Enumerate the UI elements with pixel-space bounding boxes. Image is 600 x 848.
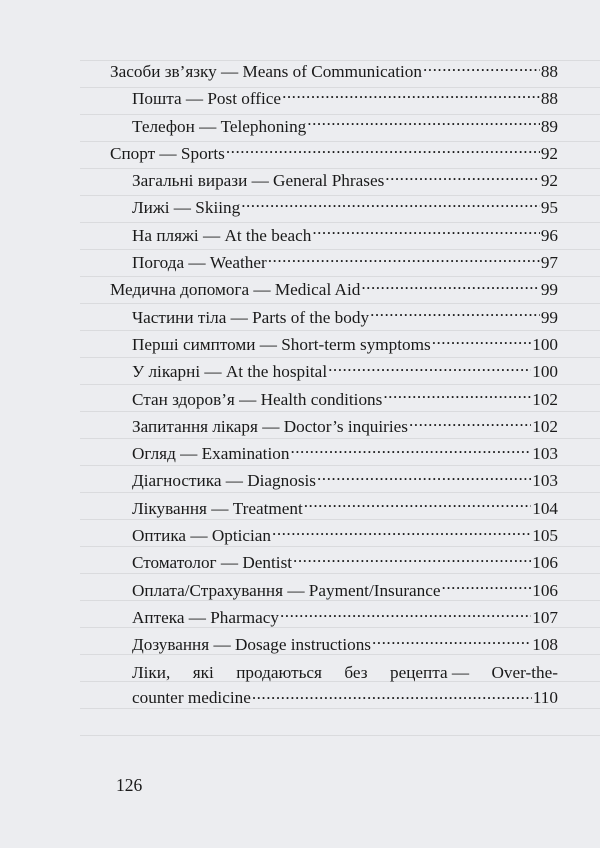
- dot-leader: [290, 442, 531, 459]
- toc-entry-title: Оптика — Optician: [132, 526, 272, 546]
- dot-leader: [432, 333, 532, 350]
- toc-subsection-entry: [110, 522, 558, 549]
- toc-entry-page: 100: [532, 362, 558, 382]
- dot-leader: [241, 196, 540, 213]
- dot-leader: [442, 578, 532, 595]
- toc-subsection-entry: [110, 85, 558, 112]
- toc-entry-page: 100: [532, 334, 558, 354]
- toc-entry-title: Огляд — Examination: [132, 444, 290, 464]
- toc-section-entry: [110, 276, 558, 303]
- toc-entry-page: 96: [540, 225, 558, 245]
- toc-entry-title: Стан здоров’я — Health conditions: [132, 389, 383, 409]
- toc-subsection-entry: [110, 113, 558, 140]
- toc-entry-title: Лікування — Treatment: [132, 498, 303, 518]
- toc-subsection-entry: [110, 331, 558, 358]
- dot-leader: [293, 551, 531, 568]
- toc-entry-page: 107: [532, 607, 558, 627]
- toc-entry-title: Погода — Weather: [132, 253, 267, 273]
- dot-leader: [307, 114, 540, 131]
- toc-entry-page: 99: [540, 280, 558, 300]
- toc-subsection-entry: [110, 604, 558, 631]
- toc-entry-title: Оплата/Страхування — Payment/Insurance: [132, 580, 441, 600]
- toc-entry-title-line-2: [132, 686, 558, 709]
- toc-entry-page: 92: [540, 143, 558, 163]
- toc-entry-title: Стоматолог — Dentist: [132, 553, 293, 573]
- dot-leader: [328, 360, 531, 377]
- dot-leader: [409, 415, 531, 432]
- toc-entry-title: Спорт — Sports: [110, 143, 225, 163]
- toc-subsection-entry: [110, 440, 558, 467]
- toc-entry-page: 103: [532, 444, 558, 464]
- toc-subsection-entry: [110, 549, 558, 576]
- dot-leader: [423, 60, 540, 77]
- toc-entry-page: 88: [540, 89, 558, 109]
- toc-entry-page: 102: [532, 416, 558, 436]
- toc-entry-page: 95: [540, 198, 558, 218]
- dot-leader: [317, 469, 531, 486]
- dot-leader: [280, 606, 531, 623]
- toc-subsection-entry: [110, 495, 558, 522]
- toc-entry-title: У лікарні — At the hospital: [132, 362, 328, 382]
- table-of-contents: [110, 58, 558, 709]
- toc-entry-page: 103: [532, 471, 558, 491]
- toc-entry-title: Перші симптоми — Short-term symptoms: [132, 334, 431, 354]
- toc-entry-page: 110: [532, 688, 558, 708]
- toc-subsection-entry: [110, 222, 558, 249]
- toc-entry-title: counter medicine: [132, 688, 251, 708]
- dot-leader: [268, 251, 540, 268]
- dot-leader: [372, 633, 531, 650]
- toc-entry-word: рецепта —: [389, 662, 470, 682]
- toc-entry-word: Ліки,: [132, 662, 171, 682]
- toc-entry-word: Over-the-: [491, 662, 558, 682]
- dot-leader: [385, 169, 540, 186]
- toc-entry-title: Пошта — Post office: [132, 89, 282, 109]
- toc-entry-title: Дозування — Dosage instructions: [132, 635, 371, 655]
- toc-entry-page: 89: [540, 116, 558, 136]
- toc-entry-word: без: [344, 662, 368, 682]
- toc-subsection-entry: [110, 386, 558, 413]
- toc-entry-title: Лижі — Skiing: [132, 198, 241, 218]
- toc-entry-title: На пляжі — At the beach: [132, 225, 312, 245]
- toc-entry-title-line-1: [132, 659, 558, 686]
- dot-leader: [252, 686, 532, 703]
- toc-entry-word: які: [192, 662, 214, 682]
- dot-leader: [312, 224, 540, 241]
- toc-entry-word: продаються: [236, 662, 322, 682]
- toc-subsection-entry: [110, 358, 558, 385]
- toc-entry-title: Аптека — Pharmacy: [132, 607, 279, 627]
- dot-leader: [383, 387, 531, 404]
- toc-entry-page: 97: [540, 253, 558, 273]
- toc-entry-title: Медична допомога — Medical Aid: [110, 280, 361, 300]
- toc-section-entry: [110, 140, 558, 167]
- toc-entry-title: Частини тіла — Parts of the body: [132, 307, 370, 327]
- dot-leader: [361, 278, 539, 295]
- toc-entry-title: Діагностика — Diagnosis: [132, 471, 316, 491]
- toc-entry-page: 99: [540, 307, 558, 327]
- dot-leader: [226, 142, 540, 159]
- toc-subsection-entry: [110, 467, 558, 494]
- toc-subsection-entry: [110, 194, 558, 221]
- page-number: 126: [116, 775, 143, 795]
- toc-subsection-entry: [110, 167, 558, 194]
- dot-leader: [370, 305, 540, 322]
- toc-subsection-entry: [110, 631, 558, 658]
- toc-subsection-entry: [110, 304, 558, 331]
- toc-subsection-entry: [110, 577, 558, 604]
- toc-entry-page: 108: [532, 635, 558, 655]
- dot-leader: [282, 87, 540, 104]
- toc-entry-title: Загальні вирази — General Phrases: [132, 171, 385, 191]
- toc-subsection-entry: [110, 413, 558, 440]
- toc-entry-title: Запитання лікаря — Doctor’s inquiries: [132, 416, 408, 436]
- toc-subsection-entry: [110, 659, 558, 709]
- toc-entry-page: 106: [532, 553, 558, 573]
- toc-section-entry: [110, 58, 558, 85]
- toc-entry-page: 105: [532, 526, 558, 546]
- toc-entry-page: 102: [532, 389, 558, 409]
- toc-entry-page: 106: [532, 580, 558, 600]
- toc-entry-page: 104: [532, 498, 558, 518]
- toc-entry-title: Телефон — Telephoning: [132, 116, 307, 136]
- dot-leader: [304, 497, 531, 514]
- toc-entry-page: 88: [540, 62, 558, 81]
- toc-subsection-entry: [110, 249, 558, 276]
- dot-leader: [272, 524, 531, 541]
- toc-entry-title: Засоби зв’язку — Means of Communication: [110, 62, 422, 81]
- toc-entry-page: 92: [540, 171, 558, 191]
